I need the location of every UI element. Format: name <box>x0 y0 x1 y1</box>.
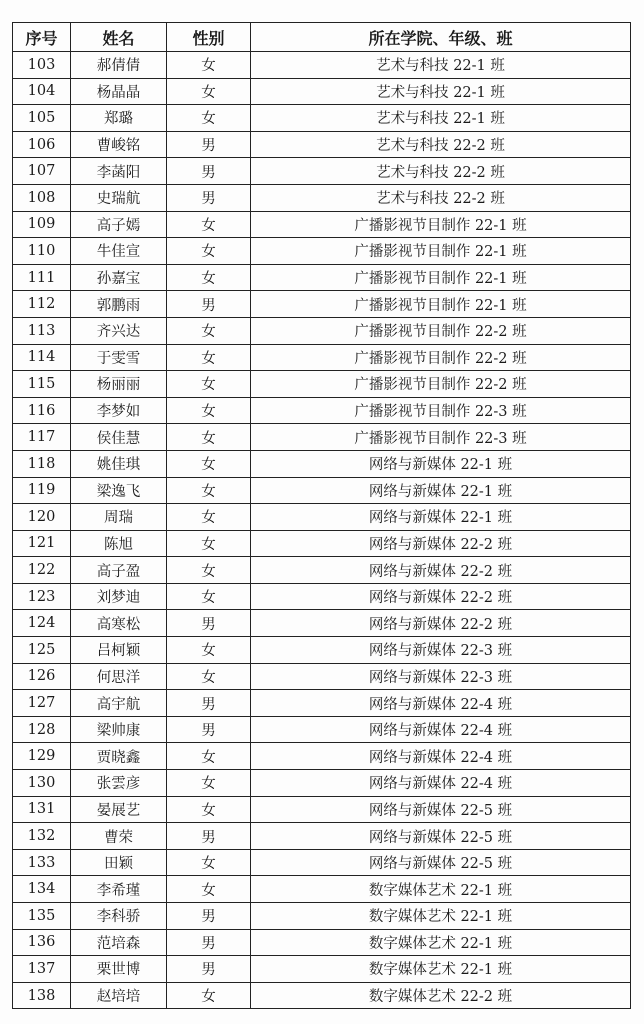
gender-cell: 女 <box>167 317 251 344</box>
gender-cell: 女 <box>167 424 251 451</box>
name-cell: 何思洋 <box>71 663 167 690</box>
serial-number-cell: 136 <box>13 929 71 956</box>
gender-cell: 女 <box>167 982 251 1009</box>
serial-number-cell: 121 <box>13 530 71 557</box>
class-cell: 数字媒体艺术 22-1 班 <box>251 929 631 956</box>
serial-number-cell: 137 <box>13 956 71 983</box>
table-row <box>13 929 631 956</box>
class-cell: 网络与新媒体 22-3 班 <box>251 637 631 664</box>
name-cell: 姚佳琪 <box>71 450 167 477</box>
table-row <box>13 131 631 158</box>
gender-cell: 男 <box>167 291 251 318</box>
gender-cell: 男 <box>167 956 251 983</box>
serial-number-cell: 120 <box>13 504 71 531</box>
serial-number-cell: 108 <box>13 184 71 211</box>
gender-cell: 女 <box>167 796 251 823</box>
gender-cell: 女 <box>167 663 251 690</box>
serial-number-cell: 106 <box>13 131 71 158</box>
name-cell: 牛佳宣 <box>71 238 167 265</box>
serial-number-cell: 132 <box>13 823 71 850</box>
gender-cell: 男 <box>167 690 251 717</box>
class-cell: 艺术与科技 22-2 班 <box>251 184 631 211</box>
name-cell: 周瑞 <box>71 504 167 531</box>
serial-number-cell: 112 <box>13 291 71 318</box>
class-cell: 网络与新媒体 22-2 班 <box>251 583 631 610</box>
class-cell: 广播影视节目制作 22-3 班 <box>251 424 631 451</box>
student-roster-table <box>12 22 631 1009</box>
gender-cell: 男 <box>167 929 251 956</box>
gender-cell: 男 <box>167 184 251 211</box>
table-row <box>13 344 631 371</box>
table-row <box>13 583 631 610</box>
gender-cell: 女 <box>167 344 251 371</box>
table-row <box>13 105 631 132</box>
header-name: 姓名 <box>71 23 167 52</box>
serial-number-cell: 109 <box>13 211 71 238</box>
name-cell: 陈旭 <box>71 530 167 557</box>
gender-cell: 女 <box>167 397 251 424</box>
name-cell: 侯佳慧 <box>71 424 167 451</box>
class-cell: 数字媒体艺术 22-1 班 <box>251 903 631 930</box>
serial-number-cell: 130 <box>13 770 71 797</box>
serial-number-cell: 128 <box>13 716 71 743</box>
table-row <box>13 716 631 743</box>
serial-number-cell: 126 <box>13 663 71 690</box>
serial-number-cell: 131 <box>13 796 71 823</box>
name-cell: 吕柯颖 <box>71 637 167 664</box>
name-cell: 杨丽丽 <box>71 371 167 398</box>
name-cell: 贾晓鑫 <box>71 743 167 770</box>
serial-number-cell: 133 <box>13 849 71 876</box>
serial-number-cell: 122 <box>13 557 71 584</box>
name-cell: 杨晶晶 <box>71 78 167 105</box>
table-row <box>13 477 631 504</box>
serial-number-cell: 105 <box>13 105 71 132</box>
name-cell: 晏展艺 <box>71 796 167 823</box>
serial-number-cell: 118 <box>13 450 71 477</box>
class-cell: 网络与新媒体 22-5 班 <box>251 823 631 850</box>
table-row <box>13 982 631 1009</box>
serial-number-cell: 124 <box>13 610 71 637</box>
table-row <box>13 610 631 637</box>
name-cell: 田颖 <box>71 849 167 876</box>
serial-number-cell: 113 <box>13 317 71 344</box>
name-cell: 高寒松 <box>71 610 167 637</box>
class-cell: 数字媒体艺术 22-1 班 <box>251 876 631 903</box>
name-cell: 栗世博 <box>71 956 167 983</box>
table-row <box>13 903 631 930</box>
name-cell: 高子盈 <box>71 557 167 584</box>
name-cell: 梁逸飞 <box>71 477 167 504</box>
class-cell: 网络与新媒体 22-4 班 <box>251 770 631 797</box>
name-cell: 曹峻铭 <box>71 131 167 158</box>
gender-cell: 女 <box>167 450 251 477</box>
class-cell: 网络与新媒体 22-2 班 <box>251 530 631 557</box>
class-cell: 网络与新媒体 22-5 班 <box>251 796 631 823</box>
gender-cell: 男 <box>167 131 251 158</box>
class-cell: 数字媒体艺术 22-2 班 <box>251 982 631 1009</box>
class-cell: 数字媒体艺术 22-1 班 <box>251 956 631 983</box>
class-cell: 网络与新媒体 22-2 班 <box>251 557 631 584</box>
serial-number-cell: 103 <box>13 52 71 79</box>
gender-cell: 男 <box>167 903 251 930</box>
table-row <box>13 238 631 265</box>
name-cell: 高宇航 <box>71 690 167 717</box>
name-cell: 于雯雪 <box>71 344 167 371</box>
class-cell: 网络与新媒体 22-1 班 <box>251 504 631 531</box>
name-cell: 李科骄 <box>71 903 167 930</box>
gender-cell: 男 <box>167 610 251 637</box>
header-college-grade-class: 所在学院、年级、班 <box>251 23 631 52</box>
table-row <box>13 770 631 797</box>
gender-cell: 女 <box>167 530 251 557</box>
serial-number-cell: 116 <box>13 397 71 424</box>
table-row <box>13 743 631 770</box>
header-serial-number: 序号 <box>13 23 71 52</box>
class-cell: 广播影视节目制作 22-1 班 <box>251 264 631 291</box>
class-cell: 艺术与科技 22-2 班 <box>251 131 631 158</box>
serial-number-cell: 138 <box>13 982 71 1009</box>
name-cell: 高子嫣 <box>71 211 167 238</box>
name-cell: 曹荣 <box>71 823 167 850</box>
name-cell: 李梦如 <box>71 397 167 424</box>
serial-number-cell: 115 <box>13 371 71 398</box>
name-cell: 范培森 <box>71 929 167 956</box>
name-cell: 刘梦迪 <box>71 583 167 610</box>
name-cell: 郑璐 <box>71 105 167 132</box>
serial-number-cell: 104 <box>13 78 71 105</box>
gender-cell: 女 <box>167 849 251 876</box>
table-row <box>13 690 631 717</box>
gender-cell: 女 <box>167 105 251 132</box>
class-cell: 网络与新媒体 22-4 班 <box>251 690 631 717</box>
name-cell: 孙嘉宝 <box>71 264 167 291</box>
class-cell: 艺术与科技 22-1 班 <box>251 105 631 132</box>
gender-cell: 女 <box>167 78 251 105</box>
gender-cell: 女 <box>167 52 251 79</box>
serial-number-cell: 125 <box>13 637 71 664</box>
gender-cell: 女 <box>167 770 251 797</box>
class-cell: 网络与新媒体 22-1 班 <box>251 477 631 504</box>
table-row <box>13 663 631 690</box>
gender-cell: 女 <box>167 743 251 770</box>
table-row <box>13 450 631 477</box>
table-row <box>13 424 631 451</box>
name-cell: 李菡阳 <box>71 158 167 185</box>
name-cell: 史瑞航 <box>71 184 167 211</box>
class-cell: 广播影视节目制作 22-1 班 <box>251 291 631 318</box>
gender-cell: 女 <box>167 557 251 584</box>
class-cell: 广播影视节目制作 22-2 班 <box>251 344 631 371</box>
gender-cell: 女 <box>167 371 251 398</box>
gender-cell: 女 <box>167 238 251 265</box>
table-row <box>13 637 631 664</box>
table-row <box>13 317 631 344</box>
serial-number-cell: 119 <box>13 477 71 504</box>
serial-number-cell: 111 <box>13 264 71 291</box>
table-row <box>13 371 631 398</box>
table-header <box>13 23 631 52</box>
class-cell: 网络与新媒体 22-4 班 <box>251 716 631 743</box>
class-cell: 广播影视节目制作 22-2 班 <box>251 371 631 398</box>
class-cell: 艺术与科技 22-1 班 <box>251 78 631 105</box>
table-row <box>13 956 631 983</box>
gender-cell: 女 <box>167 637 251 664</box>
name-cell: 李希瑾 <box>71 876 167 903</box>
table-row <box>13 504 631 531</box>
class-cell: 艺术与科技 22-1 班 <box>251 52 631 79</box>
name-cell: 张雲彦 <box>71 770 167 797</box>
serial-number-cell: 110 <box>13 238 71 265</box>
table-row <box>13 52 631 79</box>
table-body <box>13 52 631 1009</box>
gender-cell: 男 <box>167 823 251 850</box>
gender-cell: 女 <box>167 583 251 610</box>
table-row <box>13 291 631 318</box>
serial-number-cell: 135 <box>13 903 71 930</box>
table-row <box>13 876 631 903</box>
serial-number-cell: 127 <box>13 690 71 717</box>
class-cell: 网络与新媒体 22-4 班 <box>251 743 631 770</box>
table-row <box>13 823 631 850</box>
table-row <box>13 158 631 185</box>
header-gender: 性别 <box>167 23 251 52</box>
gender-cell: 男 <box>167 158 251 185</box>
serial-number-cell: 117 <box>13 424 71 451</box>
table-row <box>13 530 631 557</box>
serial-number-cell: 107 <box>13 158 71 185</box>
class-cell: 网络与新媒体 22-5 班 <box>251 849 631 876</box>
table-row <box>13 397 631 424</box>
gender-cell: 男 <box>167 716 251 743</box>
serial-number-cell: 114 <box>13 344 71 371</box>
name-cell: 梁帅康 <box>71 716 167 743</box>
serial-number-cell: 134 <box>13 876 71 903</box>
class-cell: 广播影视节目制作 22-1 班 <box>251 238 631 265</box>
table-row <box>13 78 631 105</box>
table-row <box>13 849 631 876</box>
class-cell: 广播影视节目制作 22-3 班 <box>251 397 631 424</box>
class-cell: 网络与新媒体 22-3 班 <box>251 663 631 690</box>
header-row <box>13 23 631 52</box>
serial-number-cell: 123 <box>13 583 71 610</box>
class-cell: 广播影视节目制作 22-1 班 <box>251 211 631 238</box>
name-cell: 郭鹏雨 <box>71 291 167 318</box>
name-cell: 赵培培 <box>71 982 167 1009</box>
gender-cell: 女 <box>167 876 251 903</box>
table-row <box>13 264 631 291</box>
gender-cell: 女 <box>167 264 251 291</box>
class-cell: 艺术与科技 22-2 班 <box>251 158 631 185</box>
table-row <box>13 211 631 238</box>
gender-cell: 女 <box>167 504 251 531</box>
class-cell: 网络与新媒体 22-2 班 <box>251 610 631 637</box>
table-row <box>13 557 631 584</box>
class-cell: 广播影视节目制作 22-2 班 <box>251 317 631 344</box>
class-cell: 网络与新媒体 22-1 班 <box>251 450 631 477</box>
table-row <box>13 796 631 823</box>
serial-number-cell: 129 <box>13 743 71 770</box>
name-cell: 郝倩倩 <box>71 52 167 79</box>
table-row <box>13 184 631 211</box>
gender-cell: 女 <box>167 211 251 238</box>
name-cell: 齐兴达 <box>71 317 167 344</box>
gender-cell: 女 <box>167 477 251 504</box>
